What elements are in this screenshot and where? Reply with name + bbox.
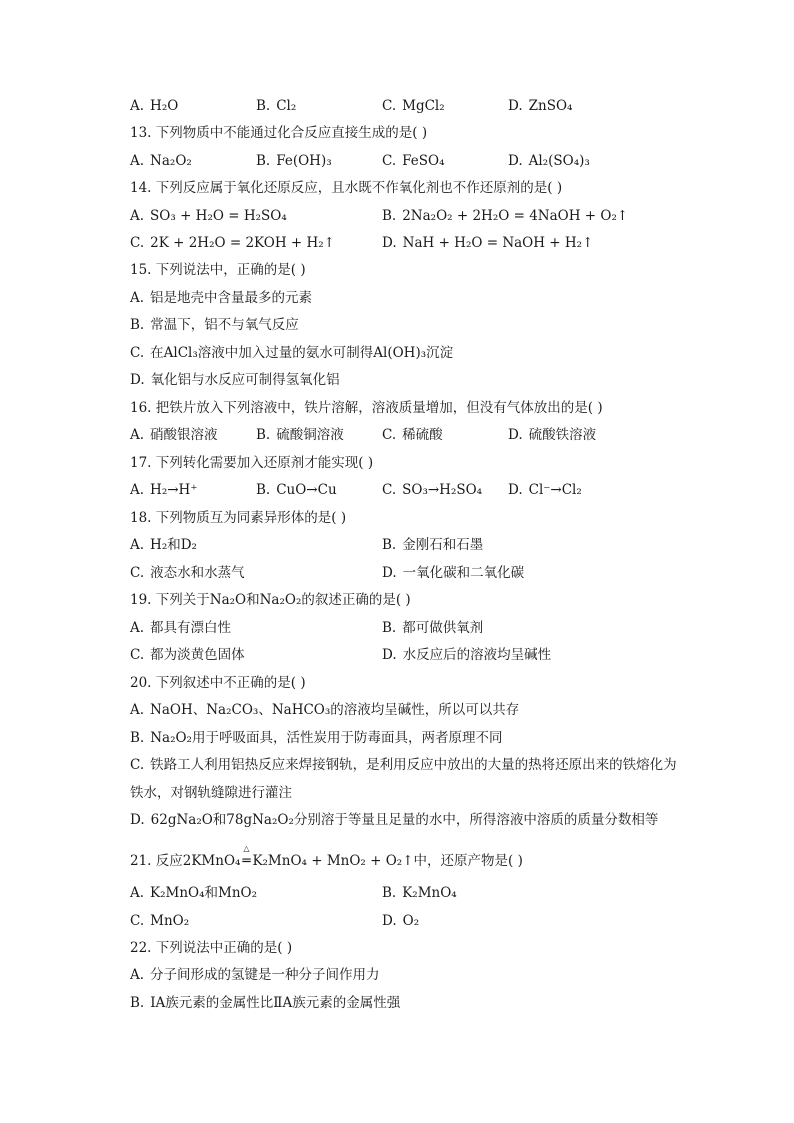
- q13-option-b: B. Fe(OH)₃: [256, 153, 332, 169]
- q20-option-c-continued: 铁水，对钢轨缝隙进行灌注: [130, 785, 292, 801]
- q14-option-a: A. SO₃ + H₂O = H₂SO₄: [130, 208, 287, 224]
- q13-stem: 13. 下列物质中不能通过化合反应直接生成的是( ): [130, 125, 428, 141]
- q20-option-b: B. Na₂O₂用于呼吸面具，活性炭用于防毒面具，两者原理不同: [130, 730, 503, 746]
- q20-option-d: D. 62gNa₂O和78gNa₂O₂分别溶于等量且足量的水中，所得溶液中溶质的质量分数相等: [130, 812, 659, 828]
- q17-option-c: C. SO₃→H₂SO₄: [382, 482, 483, 498]
- q21-stem: 21. 反应2KMnO₄ △ ═ K₂MnO₄ + MnO₂ + O₂↑中，还原产物是( ): [130, 844, 523, 869]
- q18-option-c: C. 液态水和水蒸气: [130, 565, 245, 581]
- q21-option-a: A. K₂MnO₄和MnO₂: [130, 885, 258, 901]
- q21-option-d: D. O₂: [382, 913, 420, 929]
- q22-option-a: A. 分子间形成的氢键是一种分子间作用力: [130, 967, 380, 983]
- q19-option-b: B. 都可做供氧剂: [382, 620, 484, 636]
- q12-option-d: D. ZnSO₄: [508, 98, 573, 114]
- q15-option-d: D. 氧化铝与水反应可制得氢氧化铝: [130, 372, 340, 388]
- q14-option-c: C. 2K + 2H₂O = 2KOH + H₂↑: [130, 235, 335, 251]
- q22-stem: 22. 下列说法中正确的是( ): [130, 940, 293, 956]
- q12-option-c: C. MgCl₂: [382, 98, 445, 114]
- q17-option-b: B. CuO→Cu: [256, 482, 337, 498]
- heating-condition-arrow: △ ═: [242, 844, 251, 869]
- q20-stem: 20. 下列叙述中不正确的是( ): [130, 675, 306, 691]
- q18-option-d: D. 一氧化碳和二氧化碳: [382, 565, 525, 581]
- q14-stem: 14. 下列反应属于氧化还原反应，且水既不作氧化剂也不作还原剂的是( ): [130, 180, 563, 196]
- q16-stem: 16. 把铁片放入下列溶液中，铁片溶解，溶液质量增加，但没有气体放出的是( ): [130, 400, 603, 416]
- q17-option-d: D. Cl⁻→Cl₂: [508, 482, 582, 498]
- q19-option-c: C. 都为淡黄色固体: [130, 647, 245, 663]
- q16-option-a: A. 硝酸银溶液: [130, 427, 218, 443]
- q15-option-a: A. 铝是地壳中含量最多的元素: [130, 290, 313, 306]
- q18-option-a: A. H₂和D₂: [130, 537, 197, 553]
- q13-option-c: C. FeSO₄: [382, 153, 445, 169]
- q14-option-d: D. NaH + H₂O = NaOH + H₂↑: [382, 235, 594, 251]
- q19-stem: 19. 下列关于Na₂O和Na₂O₂的叙述正确的是( ): [130, 592, 411, 608]
- q16-option-c: C. 稀硫酸: [382, 427, 443, 443]
- q14-option-b: B. 2Na₂O₂ + 2H₂O = 4NaOH + O₂↑: [382, 208, 629, 224]
- q18-stem: 18. 下列物质互为同素异形体的是( ): [130, 510, 347, 526]
- q12-option-a: A. H₂O: [130, 98, 179, 114]
- q20-option-c: C. 铁路工人利用铝热反应来焊接钢轨，是利用反应中放出的大量的热将还原出来的铁熔化为: [130, 757, 677, 773]
- q15-stem: 15. 下列说法中，正确的是( ): [130, 262, 306, 278]
- q19-option-d: D. 水反应后的溶液均呈碱性: [382, 647, 552, 663]
- q21-option-c: C. MnO₂: [130, 913, 190, 929]
- q20-option-a: A. NaOH、Na₂CO₃、NaHCO₃的溶液均呈碱性，所以可以共存: [130, 702, 520, 718]
- q13-option-d: D. Al₂(SO₄)₃: [508, 153, 590, 169]
- q13-option-a: A. Na₂O₂: [130, 153, 192, 169]
- q18-option-b: B. 金刚石和石墨: [382, 537, 484, 553]
- q21-option-b: B. K₂MnO₄: [382, 885, 457, 901]
- q17-option-a: A. H₂→H⁺: [130, 482, 198, 498]
- q22-option-b: B. ⅠA族元素的金属性比ⅡA族元素的金属性强: [130, 995, 401, 1011]
- q15-option-c: C. 在AlCl₃溶液中加入过量的氨水可制得Al(OH)₃沉淀: [130, 345, 454, 361]
- q15-option-b: B. 常温下，铝不与氧气反应: [130, 317, 299, 333]
- q17-stem: 17. 下列转化需要加入还原剂才能实现( ): [130, 455, 374, 471]
- q19-option-a: A. 都具有漂白性: [130, 620, 232, 636]
- q16-option-b: B. 硫酸铜溶液: [256, 427, 344, 443]
- q16-option-d: D. 硫酸铁溶液: [508, 427, 597, 443]
- q12-option-b: B. Cl₂: [256, 98, 297, 114]
